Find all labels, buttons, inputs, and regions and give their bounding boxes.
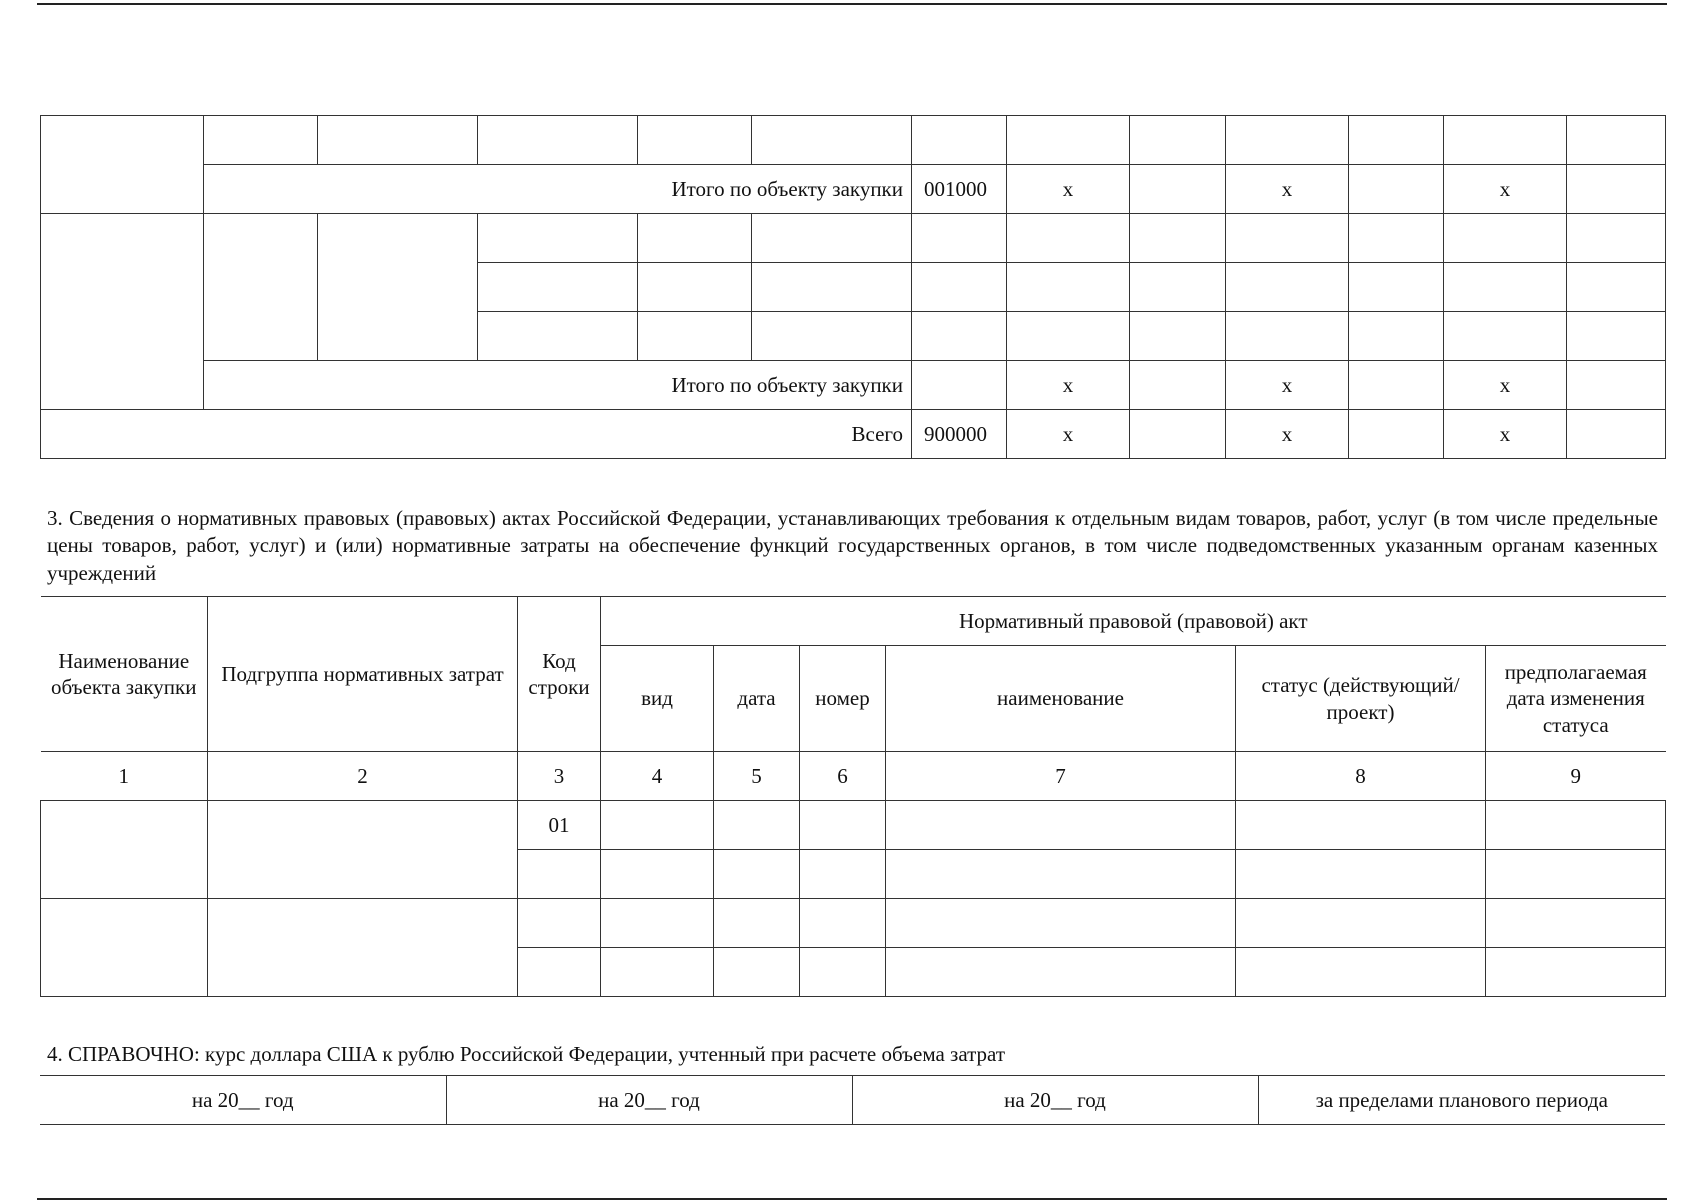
column-number: 6 (800, 752, 886, 801)
object-cell (41, 116, 204, 214)
section-3-heading: 3. Сведения о нормативных правовых (правовых) актах Российской Федерации, устанавливающих требования к отдельным видам товаров, работ, услуг (в том числе предельные цены товаров, работ, услуг) и (или) нормативные затраты на обеспечение функций государственных органов, в том числе подведомственных указанным органам казенных учреждений (47, 506, 1658, 585)
total-code: 900000 (912, 410, 1007, 459)
row-code: 001000 (912, 165, 1007, 214)
x-mark: x (1007, 165, 1130, 214)
header-row-code: Код строки (518, 597, 601, 752)
subtotal-label: Итого по объекту закупки (204, 165, 912, 214)
total-label: Всего (41, 410, 912, 459)
header-number: номер (800, 646, 886, 752)
header-object-name: Наименование объекта закупки (41, 597, 208, 752)
header-status-change-date: предполагаемая дата изменения статуса (1486, 646, 1666, 752)
x-mark: x (1007, 410, 1130, 459)
table-row (41, 801, 1666, 850)
beyond-period-cell: за пределами планового периода (1258, 1076, 1665, 1125)
year-cell: на 20__ год (852, 1076, 1258, 1125)
header-row (41, 597, 1666, 646)
subtotal-label: Итого по объекту закупки (204, 361, 912, 410)
row-code: 01 (518, 801, 601, 850)
header-date: дата (714, 646, 800, 752)
year-cell: на 20__ год (446, 1076, 852, 1125)
header-subgroup: Подгруппа нормативных затрат (208, 597, 518, 752)
procurement-table (40, 115, 1666, 459)
header-name: наименование (886, 646, 1236, 752)
x-mark: x (1444, 410, 1567, 459)
column-numbers-row (41, 752, 1666, 801)
normative-acts-table (40, 596, 1666, 997)
top-rule (37, 3, 1667, 5)
table-row (41, 214, 1666, 263)
x-mark: x (1226, 165, 1349, 214)
header-status: статус (действующий/проект) (1236, 646, 1486, 752)
column-number: 4 (601, 752, 714, 801)
subtotal-row (41, 165, 1666, 214)
year-cell: на 20__ год (40, 1076, 446, 1125)
column-number: 8 (1236, 752, 1486, 801)
column-number: 2 (208, 752, 518, 801)
column-number: 7 (886, 752, 1236, 801)
column-number: 9 (1486, 752, 1666, 801)
header-type: вид (601, 646, 714, 752)
column-number: 5 (714, 752, 800, 801)
x-mark: x (1007, 361, 1130, 410)
total-row (41, 410, 1666, 459)
header-act: Нормативный правовой (правовой) акт (601, 597, 1666, 646)
table-row (41, 899, 1666, 948)
table-row (41, 116, 1666, 165)
column-number: 3 (518, 752, 601, 801)
x-mark: x (1444, 165, 1567, 214)
x-mark: x (1226, 410, 1349, 459)
column-number: 1 (41, 752, 208, 801)
row-code (912, 361, 1007, 410)
x-mark: x (1444, 361, 1567, 410)
exchange-rate-table (40, 1075, 1665, 1125)
subtotal-row (41, 361, 1666, 410)
object-cell (41, 214, 204, 410)
x-mark: x (1226, 361, 1349, 410)
table-row (40, 1076, 1665, 1125)
section-4-heading: 4. СПРАВОЧНО: курс доллара США к рублю Российской Федерации, учтенный при расчете объема затрат (47, 1042, 1006, 1066)
